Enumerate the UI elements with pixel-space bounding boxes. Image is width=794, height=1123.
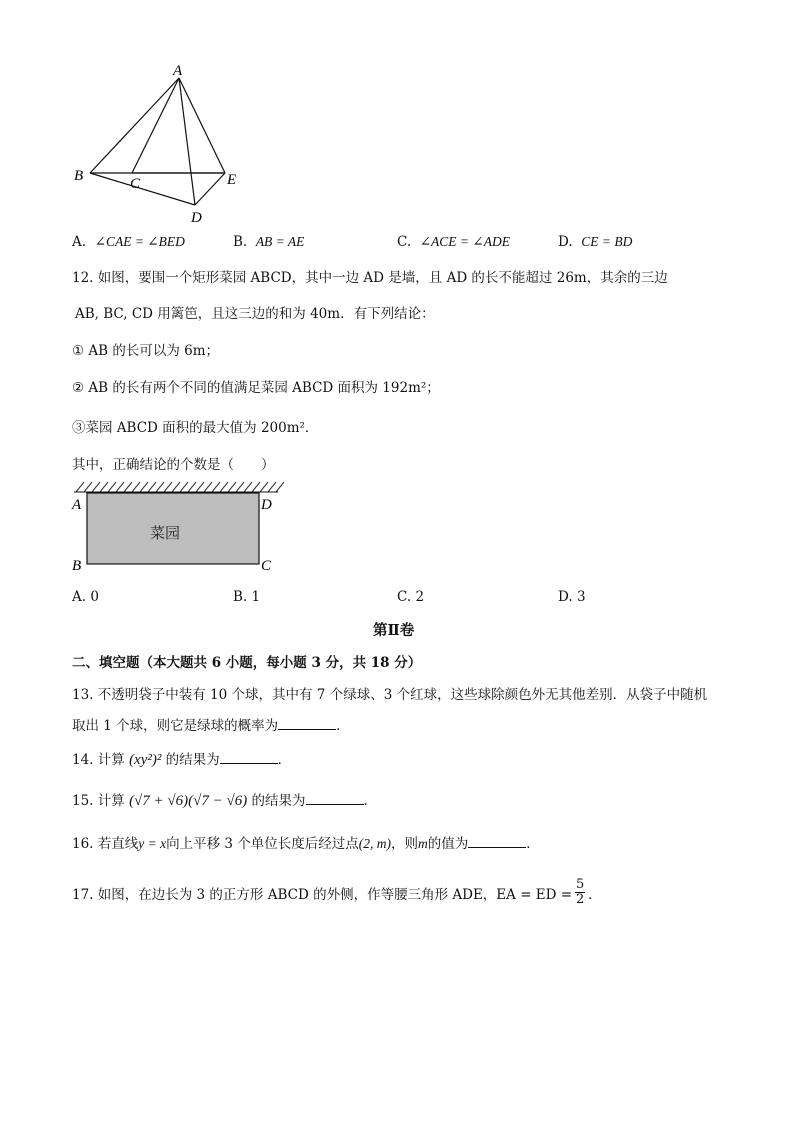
- label-c: C: [130, 176, 141, 192]
- hatch-line: [92, 482, 100, 492]
- label-a: A: [72, 497, 82, 513]
- hatch-line: [268, 482, 276, 492]
- option-letter: D.: [558, 589, 573, 605]
- q14: [72, 748, 291, 769]
- label-b: B: [72, 558, 82, 574]
- option-letter: C.: [397, 589, 412, 605]
- q16-mid: 向上平移 3 个单位长度后经过点: [166, 836, 359, 852]
- q14-post: 的结果为: [165, 752, 220, 768]
- hatch-line: [132, 482, 140, 492]
- q14-pre: 14. 计算: [72, 752, 125, 768]
- garden-label: 菜园: [150, 524, 181, 542]
- hatch-line: [164, 482, 172, 492]
- hatch-line: [252, 482, 260, 492]
- answer-blank[interactable]: [306, 792, 364, 805]
- hatch-line: [204, 482, 212, 492]
- period: ．: [526, 836, 540, 852]
- section-heading: 二、填空题（本大题共 6 小题，每小题 3 分，共 18 分）: [72, 655, 422, 671]
- pyramid-figure: [70, 60, 250, 230]
- label-a: A: [173, 63, 183, 79]
- q15-pre: 15. 计算: [72, 793, 125, 809]
- hatch-line: [196, 482, 204, 492]
- q14-expr: (xy²)²: [129, 752, 162, 768]
- option-text: 0: [90, 589, 99, 605]
- volume-title: 第Ⅱ卷: [373, 622, 415, 639]
- q15: [72, 789, 377, 810]
- option-text: 3: [576, 589, 586, 605]
- hatch-line: [156, 482, 164, 492]
- q13-text: 取出 1 个球，则它是绿球的概率为: [72, 718, 279, 734]
- q17-text: 17. 如图，在边长为 3 的正方形 ABCD 的外侧，作等腰三角形 ADE，EA = ED =: [72, 886, 573, 903]
- hatch-line: [172, 482, 180, 492]
- q16-var: m: [418, 836, 428, 851]
- period: ．: [277, 752, 292, 768]
- option-letter: B.: [233, 589, 248, 605]
- period: ．: [588, 886, 602, 903]
- hatch-line: [108, 482, 116, 492]
- q13-line2: [72, 714, 350, 734]
- q15-post: 的结果为: [251, 793, 306, 809]
- q13-line1: 13. 不透明袋子中装有 10 个球，其中有 7 个绿球、3 个红球，这些球除颜色外无其他差别．从袋子中随机: [72, 687, 708, 703]
- q12-line2: AB, BC, CD 用篱笆，且这三边的和为 40m．有下列结论：: [75, 306, 435, 322]
- hatch-line: [228, 482, 236, 492]
- option-text: ∠CAE = ∠BED: [94, 234, 185, 249]
- q16-point: (2, m): [358, 836, 392, 851]
- fraction-numerator: 5: [575, 877, 585, 892]
- label-e: E: [227, 172, 237, 188]
- q12-line1: 12. 如图，要围一个矩形菜园 ABCD，其中一边 AD 是墙，且 AD 的长不能超过 26m，其余的三边: [72, 270, 668, 286]
- q12-conclusion-1: ① AB 的长可以为 6m；: [72, 343, 220, 359]
- hatch-line: [260, 482, 268, 492]
- hatch-line: [244, 482, 252, 492]
- label-b: B: [74, 168, 84, 184]
- answer-blank[interactable]: [468, 835, 526, 848]
- hatch-line: [188, 482, 196, 492]
- q16-line: y = x: [138, 836, 167, 851]
- edge-de: [195, 173, 225, 205]
- fraction-denominator: 2: [575, 892, 585, 907]
- answer-blank[interactable]: [278, 717, 336, 730]
- q11-option-d[interactable]: [558, 234, 632, 250]
- q11-option-a[interactable]: [72, 234, 185, 250]
- hatch-line: [220, 482, 228, 492]
- q17: [72, 878, 602, 907]
- q12-option-a[interactable]: [72, 589, 99, 605]
- q16-pre: 16. 若直线: [72, 836, 139, 852]
- q16: [72, 832, 540, 852]
- q12-question: 其中，正确结论的个数是（ ）: [72, 457, 275, 473]
- hatch-line: [76, 482, 84, 492]
- q12-option-b[interactable]: [233, 589, 260, 605]
- fraction: [575, 878, 585, 907]
- period: ．: [363, 793, 378, 809]
- option-text: 1: [251, 589, 261, 605]
- garden-figure: [66, 478, 286, 578]
- hatch-line: [84, 482, 92, 492]
- hatch-line: [212, 482, 220, 492]
- label-c: C: [261, 558, 272, 574]
- edge-ab: [90, 78, 179, 173]
- hatch-line: [100, 482, 108, 492]
- q12-conclusion-3: ③菜园 ABCD 面积的最大值为 200m²．: [72, 420, 319, 436]
- answer-blank[interactable]: [220, 751, 278, 764]
- edge-ad: [179, 78, 195, 205]
- wall-hatching: [76, 482, 284, 492]
- hatch-line: [116, 482, 124, 492]
- label-d: D: [191, 210, 202, 226]
- edge-bd: [90, 173, 195, 205]
- q15-expr: (√7 + √6)(√7 − √6): [129, 793, 248, 809]
- option-letter: A.: [72, 234, 87, 250]
- period: ．: [336, 718, 350, 734]
- option-letter: D.: [558, 234, 573, 250]
- option-text: CE = BD: [581, 234, 633, 249]
- option-letter: A.: [72, 589, 87, 605]
- option-letter: C.: [397, 234, 412, 250]
- hatch-line: [148, 482, 156, 492]
- hatch-line: [180, 482, 188, 492]
- option-text: AB = AE: [255, 234, 305, 249]
- q11-option-c[interactable]: [397, 234, 510, 250]
- hatch-line: [276, 482, 284, 492]
- q16-mid2: ，则: [391, 836, 419, 852]
- edge-ae: [179, 78, 225, 173]
- q12-option-c[interactable]: [397, 589, 424, 605]
- option-text: 2: [415, 589, 425, 605]
- edge-ac: [132, 78, 179, 173]
- hatch-line: [140, 482, 148, 492]
- q11-option-b[interactable]: [233, 234, 304, 250]
- hatch-line: [124, 482, 132, 492]
- q16-post: 的值为: [427, 836, 469, 852]
- hatch-line: [236, 482, 244, 492]
- q12-option-d[interactable]: [558, 589, 586, 605]
- option-letter: B.: [233, 234, 248, 250]
- q12-conclusion-2: ② AB 的长有两个不同的值满足菜园 ABCD 面积为 192m²；: [72, 380, 440, 396]
- option-text: ∠ACE = ∠ADE: [419, 234, 510, 249]
- label-d: D: [261, 497, 272, 513]
